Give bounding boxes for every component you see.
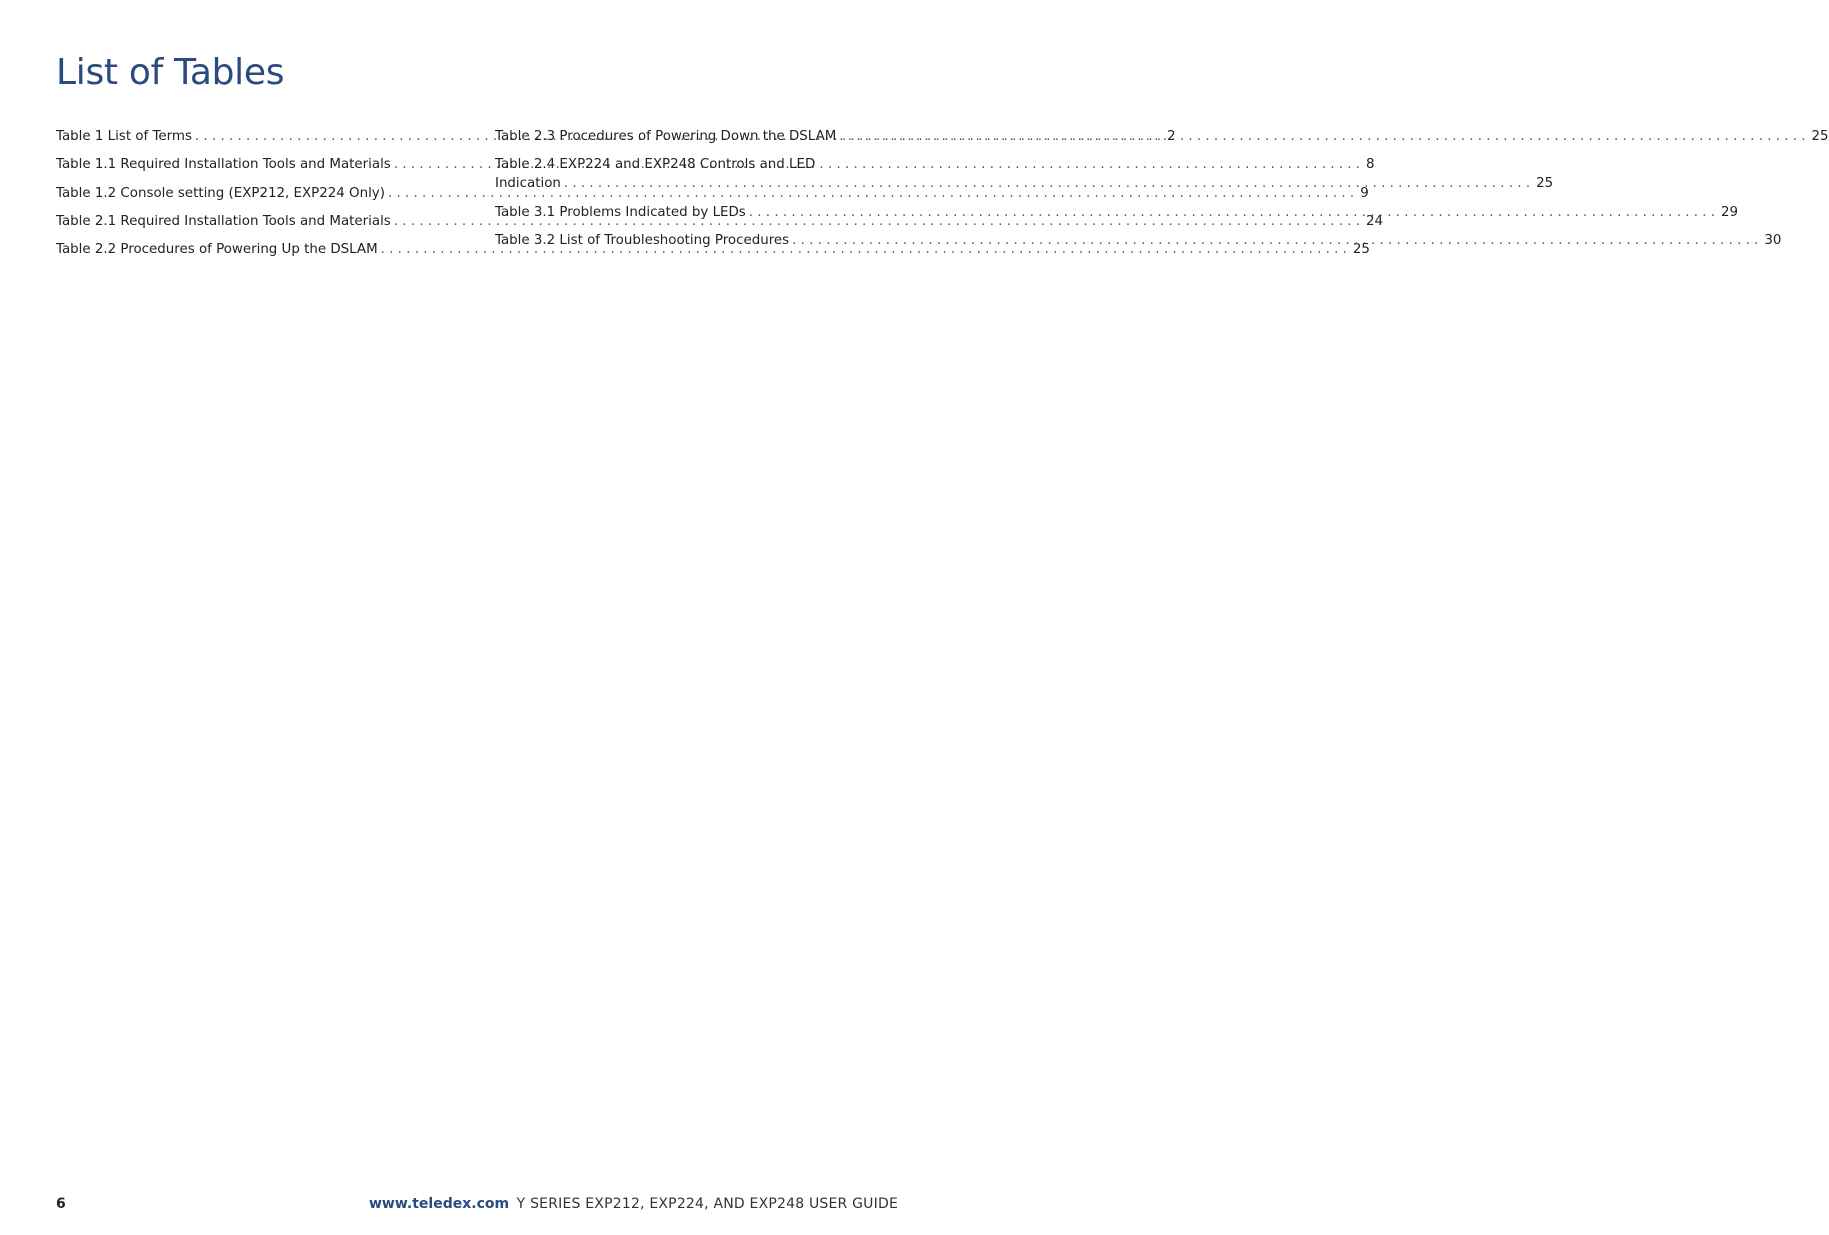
- page-footer: [56, 1194, 898, 1214]
- footer-website-link[interactable]: www.teledex.com: [369, 1196, 510, 1212]
- toc-entry-label-line2: Indication: [495, 176, 561, 192]
- toc-entry-page: 9: [1360, 185, 1369, 201]
- toc-entry-label: Table 3.1 Problems Indicated by LEDs: [495, 204, 746, 220]
- toc-entry[interactable]: [495, 155, 1554, 193]
- footer-page-number: 6: [56, 1196, 66, 1212]
- toc-entry-page: 2: [1167, 129, 1176, 144]
- toc-entry-page: 25: [1811, 129, 1829, 144]
- toc-entry-page: 25: [1352, 242, 1370, 258]
- toc-entry-label: Table 2.1 Required Installation Tools and Materials: [56, 213, 391, 229]
- toc-entry-label: Table 2.3 Procedures of Powering Down the DSLAM: [495, 129, 837, 144]
- footer-guide-title: Y SERIES EXP212, EXP224, AND EXP248 USER GUIDE: [516, 1196, 898, 1212]
- toc-entry-label: Table 1 List of Terms: [56, 129, 192, 144]
- page-title: List of Tables: [56, 52, 285, 93]
- toc-entry-label: Table 2.2 Procedures of Powering Up the DSLAM: [56, 242, 378, 258]
- toc-entry-label: Table 1.2 Console setting (EXP212, EXP224 Only): [56, 185, 385, 201]
- toc-entry-page: 24: [1366, 213, 1384, 229]
- toc-entry-label: Table 1.1 Required Installation Tools and Materials: [56, 157, 391, 173]
- toc-right-column: [495, 127, 1829, 259]
- toc-dot-leader: [792, 231, 1758, 250]
- toc-entry-line2: [495, 174, 1554, 193]
- toc-entry-label-line1: Table 2.4 EXP224 and EXP248 Controls and LED: [495, 157, 816, 173]
- toc-dot-leader: [749, 203, 1715, 222]
- toc-dot-leader: [564, 174, 1530, 193]
- toc-entry[interactable]: [495, 127, 1829, 146]
- toc-entry-label: Table 3.2 List of Troubleshooting Procedures: [495, 232, 790, 248]
- toc-dot-leader: [839, 127, 1805, 146]
- toc-entry-page: 30: [1764, 232, 1782, 248]
- toc-entry-page: 8: [1366, 157, 1375, 173]
- toc-entry-page: 29: [1721, 204, 1739, 220]
- toc-entry-page: 25: [1536, 176, 1554, 192]
